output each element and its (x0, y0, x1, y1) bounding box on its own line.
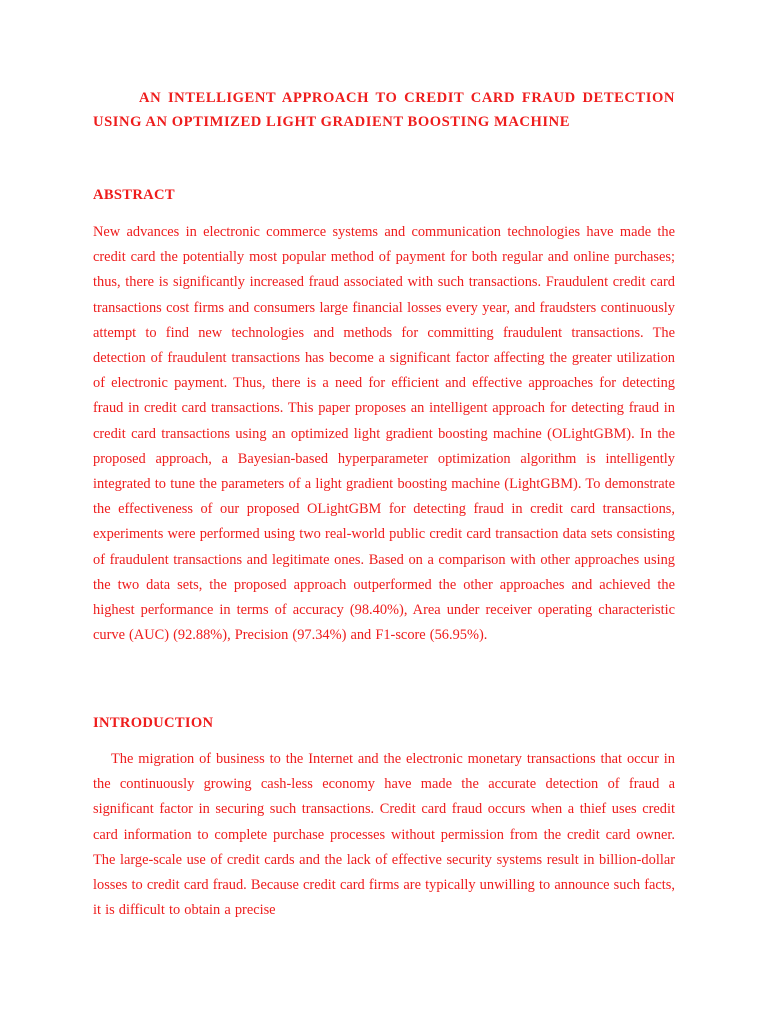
paper-title: AN INTELLIGENT APPROACH TO CREDIT CARD FRAUD DETECTION USING AN OPTIMIZED LIGHT GRADIENT BOOSTING MACHINE (93, 90, 675, 130)
introduction-heading: INTRODUCTION (93, 715, 214, 731)
abstract-paragraph: New advances in electronic commerce systems and communication technologies have made the credit card the potentially most popular method of payment for both regular and online purchases; thus, there is significantly increased fraud associated with such transactions. Fraudulent credit card transactions cost firms and consumers large financial losses every year, and fraudsters continuously attempt to find new technologies and methods for committing fraudulent transactions. The detection of fraudulent transactions has become a significant factor affecting the greater utilization of electronic payment. Thus, there is a need for efficient and effective approaches for detecting fraud in credit card transactions. This paper proposes an intelligent approach for detecting fraud in credit card transactions using an optimized light gradient boosting machine (OLightGBM). In the proposed approach, a Bayesian-based hyperparameter optimization algorithm is intelligently integrated to tune the parameters of a light gradient boosting machine (LightGBM). To demonstrate the effectiveness of our proposed OLightGBM for detecting fraud in credit card transactions, experiments were performed using two real-world public credit card transaction data sets consisting of fraudulent transactions and legitimate ones. Based on a comparison with other approaches using the two data sets, the proposed approach outperformed the other approaches and achieved the highest performance in terms of accuracy (98.40%), Area under receiver operating characteristic curve (AUC) (92.88%), Precision (97.34%) and F1-score (56.95%). (93, 224, 675, 644)
abstract-heading: ABSTRACT (93, 187, 175, 203)
introduction-paragraph: The migration of business to the Internet and the electronic monetary transactions that occur in the continuously growing cash-less economy have made the accurate detection of fraud a significant factor in securing such transactions. Credit card fraud occurs when a thief uses credit card information to complete purchase processes without permission from the credit card owner. The large-scale use of credit cards and the lack of effective security systems result in billion-dollar losses to credit card fraud. Because credit card firms are typically unwilling to announce such facts, it is difficult to obtain a precise (93, 751, 675, 919)
